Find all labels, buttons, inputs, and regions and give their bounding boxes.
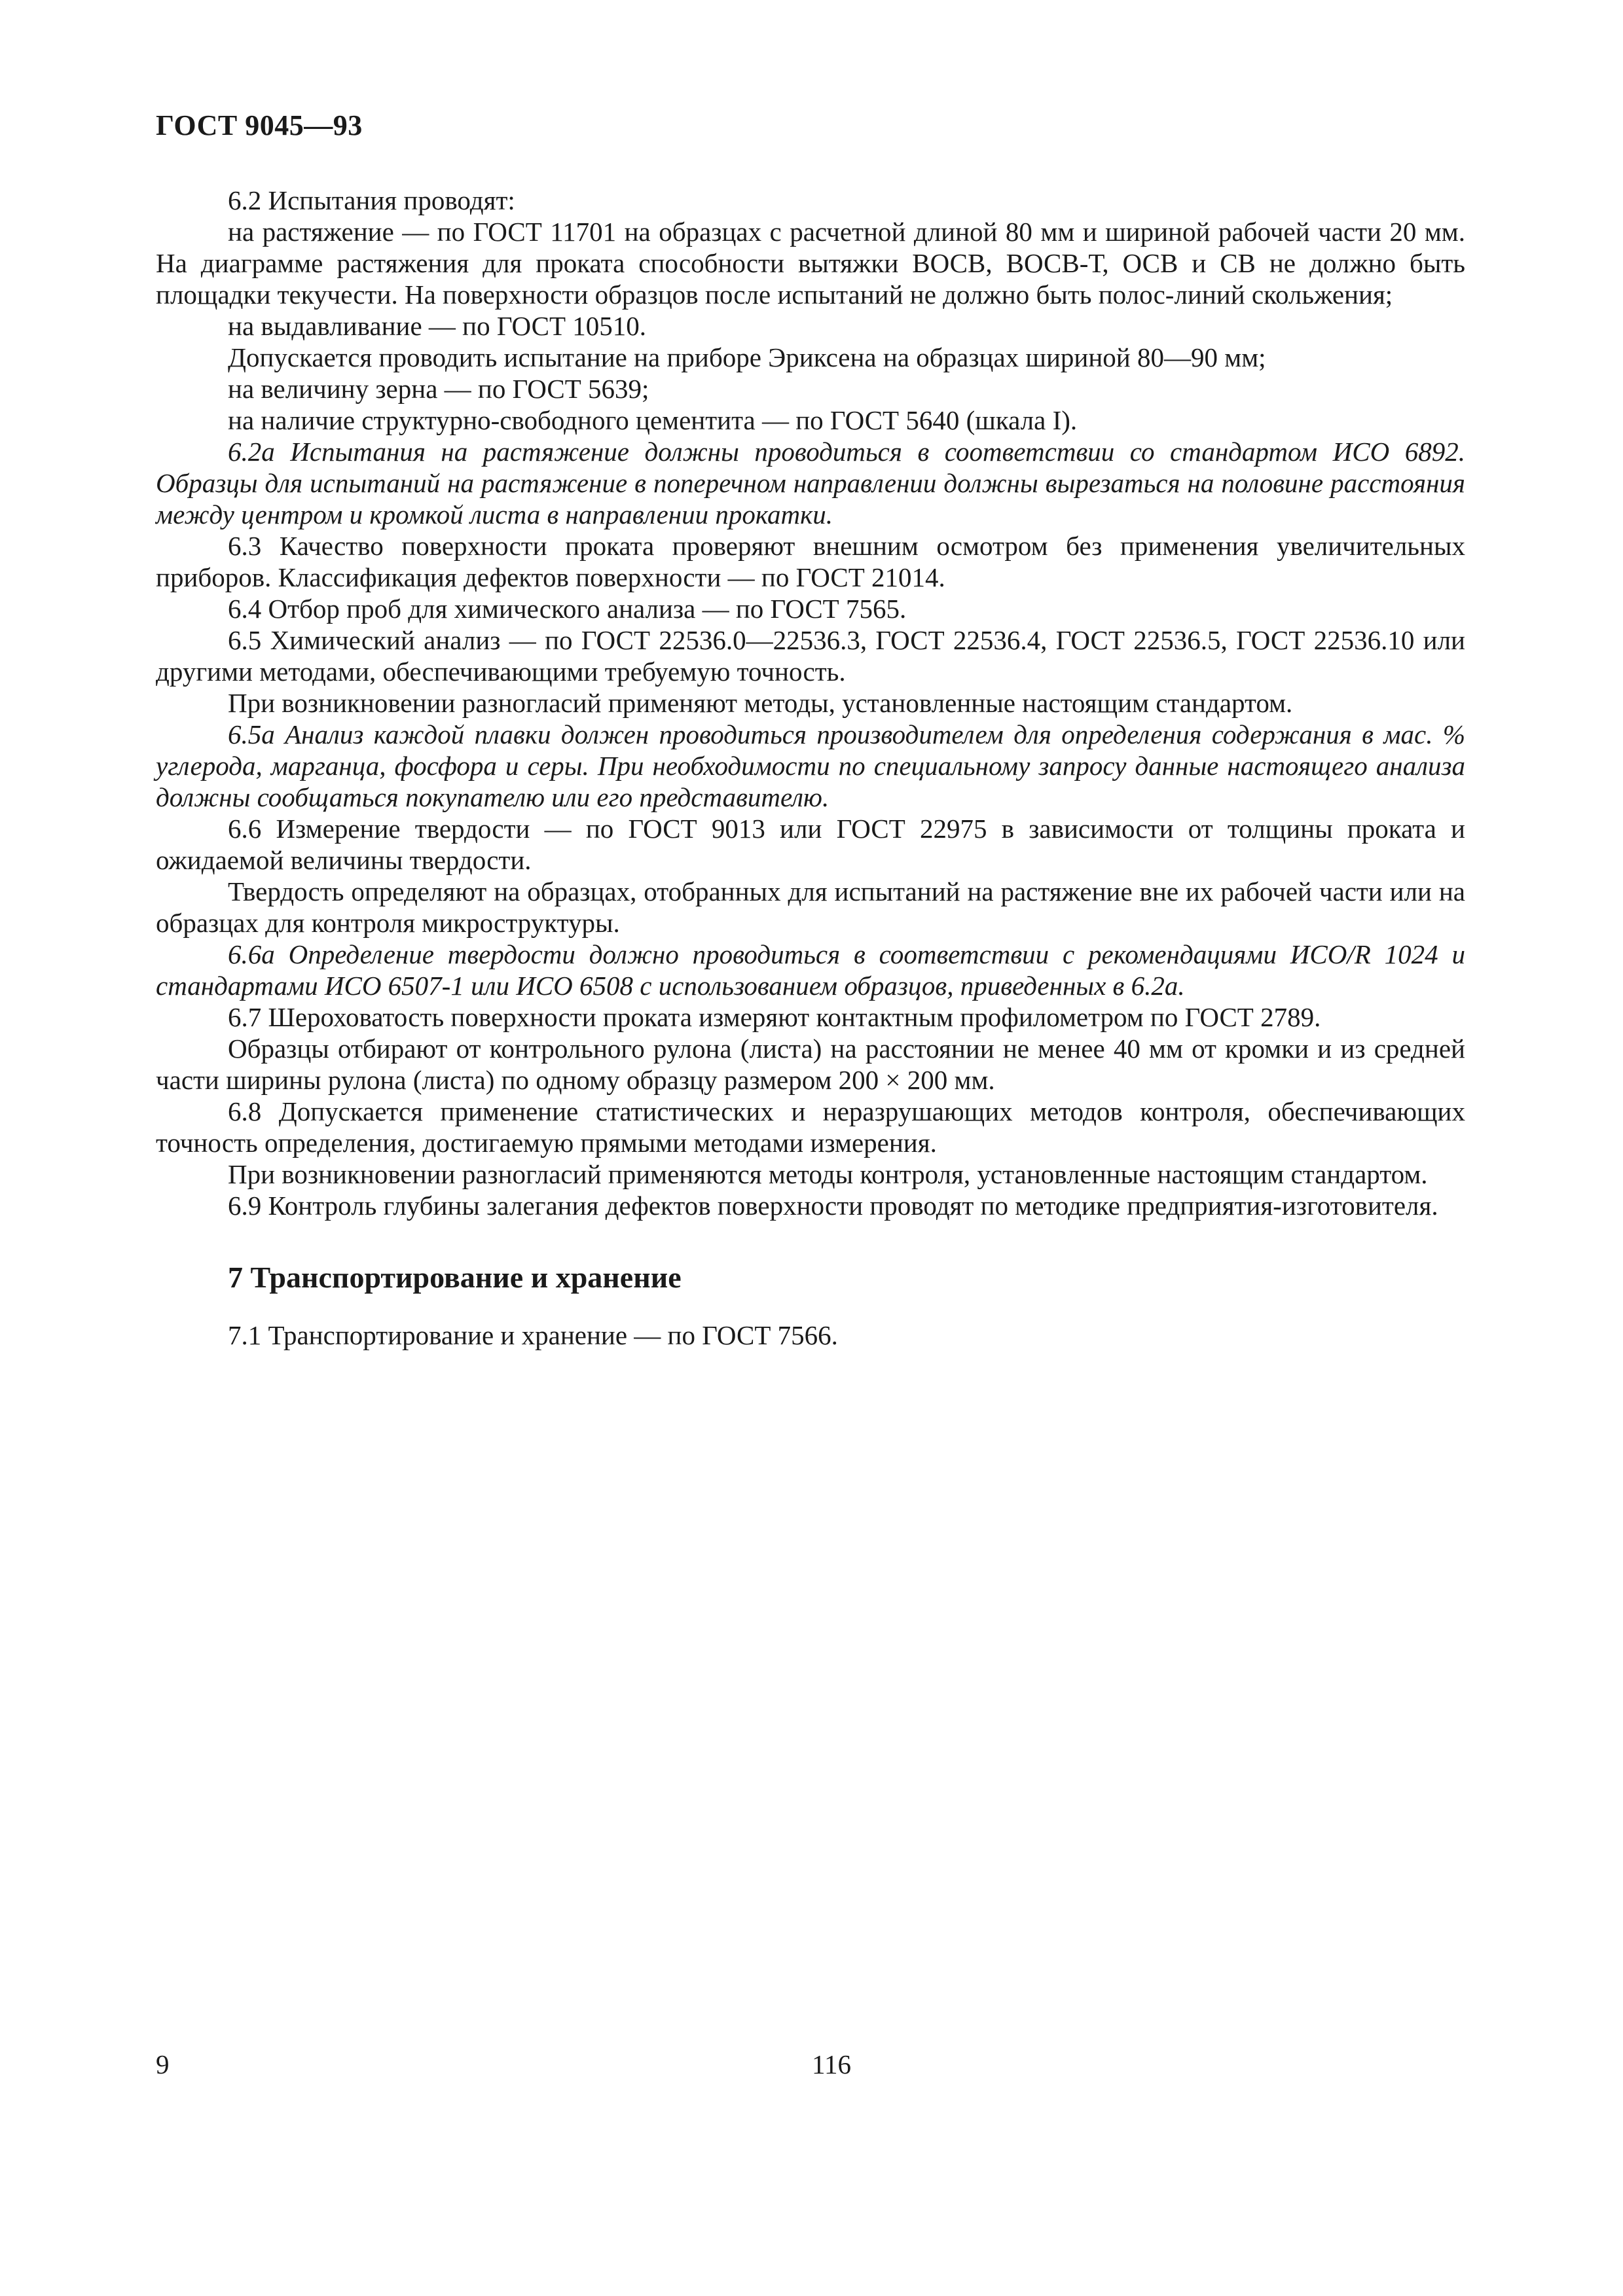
paragraph: на растяжение — по ГОСТ 11701 на образцах с расчетной длиной 80 мм и шириной рабочей части 20 мм. На диаграмме растяжения для проката способности вытяжки ВОСВ, ВОСВ-Т, ОСВ и СВ не должно быть площадки текучести. На поверхности образцов после испытаний не должно быть полос-линий скольжения; [156, 217, 1465, 310]
paragraph: 6.4 Отбор проб для химического анализа — по ГОСТ 7565. [228, 594, 907, 624]
section-7-paragraphs [156, 1319, 1465, 1351]
paragraph: 6.6а Определение твердости должно проводиться в соответствии с рекомендациями ИСО/R 1024 и стандартами ИСО 6507-1 или ИСО 6508 с использованием образцов, приведенных в 6.2а. [156, 939, 1465, 1001]
page-number-left: 9 [156, 2049, 170, 2079]
paragraph: 6.7 Шероховатость поверхности проката измеряют контактным профилометром по ГОСТ 2789. [228, 1002, 1321, 1032]
paragraph: на величину зерна — по ГОСТ 5639; [228, 374, 649, 404]
paragraph: 6.3 Качество поверхности проката проверяют внешним осмотром без применения увеличительных приборов. Классификация дефектов поверхности — по ГОСТ 21014. [156, 531, 1465, 592]
paragraph: 6.6 Измерение твердости — по ГОСТ 9013 или ГОСТ 22975 в зависимости от толщины проката и ожидаемой величины твердости. [156, 814, 1465, 875]
paragraph: 6.2 Испытания проводят: [228, 185, 515, 215]
paragraph: 7.1 Транспортирование и хранение — по ГОСТ 7566. [228, 1320, 838, 1350]
paragraph: Твердость определяют на образцах, отобранных для испытаний на растяжение вне их рабочей части или на образцах для контроля микроструктуры. [156, 876, 1465, 938]
paragraph: 6.5а Анализ каждой плавки должен проводиться производителем для определения содержания в мас. % углерода, марганца, фосфора и серы. При необходимости по специальному запросу данные настоящего анализа должны сообщаться покупателю или его представителю. [156, 719, 1465, 812]
document-body [156, 185, 1465, 1351]
document-code-header: ГОСТ 9045—93 [156, 109, 363, 141]
paragraph: При возникновении разногласий применяют методы, установленные настоящим стандартом. [228, 688, 1293, 718]
paragraph: на выдавливание — по ГОСТ 10510. [228, 311, 647, 341]
paragraph: 6.8 Допускается применение статистических и неразрушающих методов контроля, обеспечивающих точность определения, достигаемую прямыми методами измерения. [156, 1096, 1465, 1158]
paragraph: 6.5 Химический анализ — по ГОСТ 22536.0—22536.3, ГОСТ 22536.4, ГОСТ 22536.5, ГОСТ 22536.10 или другими методами, обеспечивающими требуемую точность. [156, 625, 1465, 687]
paragraph: При возникновении разногласий применяются методы контроля, установленные настоящим стандартом. [228, 1159, 1428, 1189]
paragraph: 6.2а Испытания на растяжение должны проводиться в соответствии со стандартом ИСО 6892. Образцы для испытаний на растяжение в поперечном направлении должны вырезаться на половине расстояния между центром и кромкой листа в направлении прокатки. [156, 437, 1465, 529]
page-number-center: 116 [812, 2049, 851, 2079]
paragraph: 6.9 Контроль глубины залегания дефектов поверхности проводят по методике предприятия-изготовителя. [228, 1191, 1438, 1221]
paragraph: на наличие структурно-свободного цементита — по ГОСТ 5640 (шкала I). [228, 405, 1078, 435]
section-6-paragraphs [156, 185, 1465, 1221]
paragraph: Образцы отбирают от контрольного рулона (листа) на расстоянии не менее 40 мм от кромки и из средней части ширины рулона (листа) по одному образцу размером 200 × 200 мм. [156, 1033, 1465, 1095]
paragraph: Допускается проводить испытание на приборе Эриксена на образцах шириной 80—90 мм; [228, 342, 1266, 372]
section-7-heading: 7 Транспортирование и хранение [228, 1261, 682, 1294]
